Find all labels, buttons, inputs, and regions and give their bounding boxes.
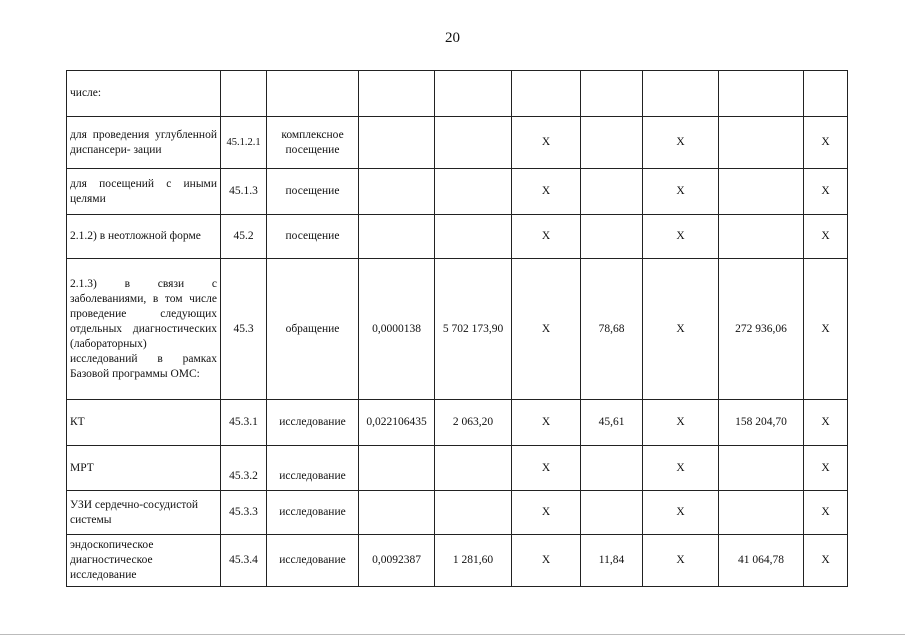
cell-c9: [719, 117, 804, 169]
cell-c5: 1 281,60: [435, 535, 512, 587]
table-row: [67, 215, 848, 259]
cell-c10: X: [804, 400, 848, 446]
cell-c8: X: [643, 117, 719, 169]
cell-c6: [512, 71, 581, 117]
cell-c10: X: [804, 491, 848, 535]
row-unit: [267, 71, 359, 117]
row-name: 2.1.2) в неотложной форме: [67, 215, 221, 259]
cell-c7: [581, 71, 643, 117]
row-name: КТ: [67, 400, 221, 446]
cell-c8: X: [643, 491, 719, 535]
cell-c9: [719, 446, 804, 491]
cell-c7: [581, 117, 643, 169]
row-code: 45.3.2: [221, 446, 267, 491]
cell-c7: 45,61: [581, 400, 643, 446]
cell-c4: [359, 169, 435, 215]
page-edge-divider: [0, 634, 905, 635]
cell-c4: 0,0000138: [359, 259, 435, 400]
row-code: 45.3.1: [221, 400, 267, 446]
cell-c4: [359, 117, 435, 169]
cell-c10: X: [804, 117, 848, 169]
cell-c5: [435, 215, 512, 259]
cell-c8: X: [643, 215, 719, 259]
row-code: 45.3: [221, 259, 267, 400]
cell-c9: 272 936,06: [719, 259, 804, 400]
row-name: 2.1.3) в связи с заболеваниями, в том числе проведение следующих отдельных диагностических (лабораторных) исследований в рамках Базовой программы ОМС:: [67, 259, 221, 400]
cell-c4: 0,022106435: [359, 400, 435, 446]
cell-c5: [435, 117, 512, 169]
cell-c4: [359, 215, 435, 259]
cell-c7: [581, 491, 643, 535]
cell-c4: [359, 446, 435, 491]
row-name: МРТ: [67, 446, 221, 491]
row-code: 45.1.2.1: [221, 117, 267, 169]
row-unit: комплексное посещение: [267, 117, 359, 169]
cell-c5: 2 063,20: [435, 400, 512, 446]
cell-c10: X: [804, 169, 848, 215]
table-row: [67, 169, 848, 215]
cell-c6: X: [512, 400, 581, 446]
cell-c6: X: [512, 535, 581, 587]
row-unit: исследование: [267, 491, 359, 535]
row-code: 45.2: [221, 215, 267, 259]
cell-c7: [581, 169, 643, 215]
cell-c8: X: [643, 259, 719, 400]
row-code: 45.3.4: [221, 535, 267, 587]
cell-c7: [581, 215, 643, 259]
table-row: [67, 71, 848, 117]
row-name: для посещений с иными целями: [67, 169, 221, 215]
cell-c8: X: [643, 446, 719, 491]
table-row: [67, 400, 848, 446]
cell-c6: X: [512, 215, 581, 259]
row-name: для проведения углубленной диспансери- зации: [67, 117, 221, 169]
row-name: УЗИ сердечно-сосудистой системы: [67, 491, 221, 535]
cell-c7: 11,84: [581, 535, 643, 587]
table-row: [67, 446, 848, 491]
row-code: 45.1.3: [221, 169, 267, 215]
row-name: эндоскопическое диагностическое исследование: [67, 535, 221, 587]
row-unit: исследование: [267, 400, 359, 446]
row-name: числе:: [67, 71, 221, 117]
table-row: [67, 491, 848, 535]
cell-c10: X: [804, 259, 848, 400]
cell-c9: [719, 71, 804, 117]
row-unit: исследование: [267, 535, 359, 587]
cell-c5: [435, 491, 512, 535]
row-unit: обращение: [267, 259, 359, 400]
tariff-table: [66, 70, 848, 587]
cell-c6: X: [512, 259, 581, 400]
cell-c9: [719, 491, 804, 535]
cell-c8: X: [643, 169, 719, 215]
cell-c5: [435, 71, 512, 117]
cell-c5: [435, 446, 512, 491]
row-unit: исследование: [267, 446, 359, 491]
cell-c10: X: [804, 535, 848, 587]
cell-c4: 0,0092387: [359, 535, 435, 587]
table-row: [67, 535, 848, 587]
cell-c4: [359, 491, 435, 535]
row-code: [221, 71, 267, 117]
table-row: [67, 117, 848, 169]
cell-c5: [435, 169, 512, 215]
cell-c8: X: [643, 400, 719, 446]
row-code: 45.3.3: [221, 491, 267, 535]
cell-c10: [804, 71, 848, 117]
table-row: [67, 259, 848, 400]
cell-c9: [719, 169, 804, 215]
cell-c9: 158 204,70: [719, 400, 804, 446]
cell-c8: [643, 71, 719, 117]
cell-c9: [719, 215, 804, 259]
cell-c6: X: [512, 117, 581, 169]
page-number: 20: [445, 30, 460, 46]
cell-c6: X: [512, 446, 581, 491]
cell-c5: 5 702 173,90: [435, 259, 512, 400]
cell-c7: [581, 446, 643, 491]
row-unit: посещение: [267, 215, 359, 259]
cell-c9: 41 064,78: [719, 535, 804, 587]
cell-c10: X: [804, 446, 848, 491]
cell-c6: X: [512, 491, 581, 535]
row-unit: посещение: [267, 169, 359, 215]
cell-c10: X: [804, 215, 848, 259]
cell-c6: X: [512, 169, 581, 215]
cell-c7: 78,68: [581, 259, 643, 400]
cell-c8: X: [643, 535, 719, 587]
cell-c4: [359, 71, 435, 117]
